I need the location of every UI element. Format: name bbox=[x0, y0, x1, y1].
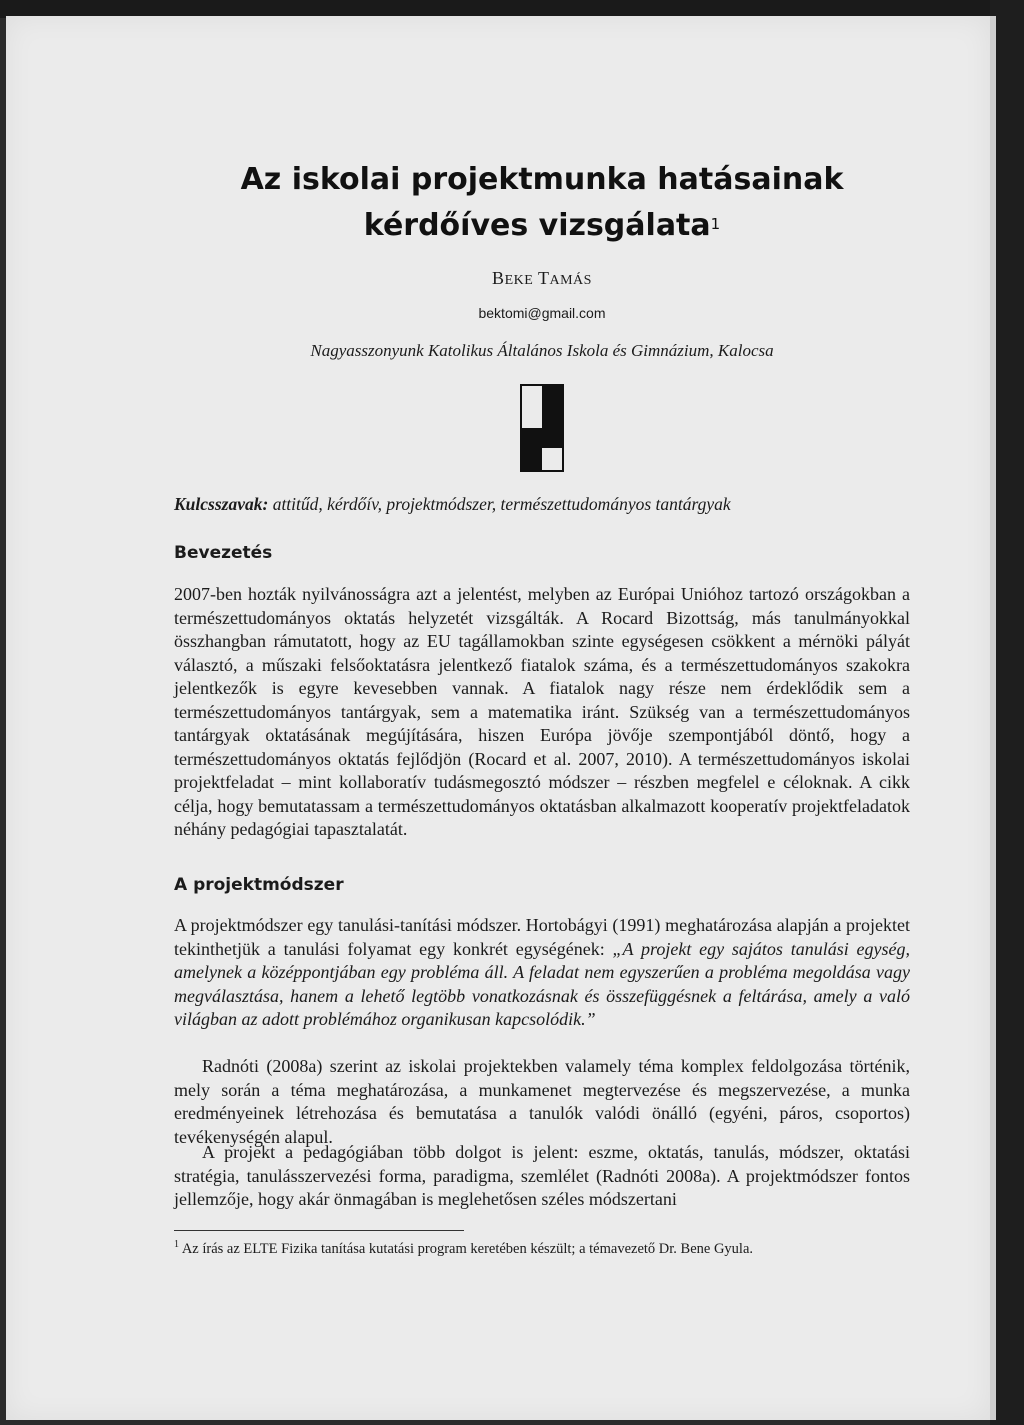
page bbox=[6, 16, 990, 1420]
author-name bbox=[174, 268, 910, 289]
hortobagyi-quote: „A projekt egy sajátos tanulási egység, amelynek a középpontjában egy probléma áll. A feladat nem egyszerűen a probléma megoldása vagy megválasztása, hanem a lehető legtöbb vonatkozásnak és összefüggésnek a feltárása, amely a való világban az adott problémához organikusan kapcsolódik.” bbox=[174, 938, 911, 1029]
title-footnote-mark: 1 bbox=[710, 215, 721, 233]
author-first-initial: B bbox=[492, 268, 505, 288]
article-title-line1: Az iskolai projektmunka hatásainak bbox=[240, 162, 844, 197]
footnote bbox=[174, 1239, 910, 1258]
title-text: kérdőíves vizsgálata bbox=[363, 208, 711, 243]
intro-paragraph: 2007-ben hozták nyilvánosságra azt a jelentést, melyben az Európai Unióhoz tartozó országokban a természettudományos oktatás helyzetét vizsgálták. A Rocard Bizottság, más tanulmányokkal összhangban rámutatott, hogy az EU tagállamokban szinte egységesen csökkent a mérnöki pályát választó, a műszaki felsőoktatásra jelentkező fiatalok száma, és a természettudományos szakokra jelentkezők is egyre kevesebben vannak. A fiatalok nagy része nem érdeklődik sem a természettudományos tantárgyak, sem a matematika iránt. Szükség van a természettudományos tantárgyak oktatásának megújítására, hiszen Európa jövője szempontjából döntő, hogy a természettudományos oktatás fejlődjön (Rocard et al. 2007, 2010). A természettudományos iskolai projektfeladat – mint kollaboratív tudásmegosztó módszer – részben megfelel e céloknak. A cikk célja, hogy bemutatassam a természettudományos oktatásban alkalmazott kooperatív projektfeladatok néhány pedagógiai tapasztalatát. bbox=[174, 584, 910, 839]
keywords-list: attitűd, kérdőív, projektmódszer, természettudományos tantárgyak bbox=[268, 494, 731, 514]
footnote-rule bbox=[174, 1230, 464, 1231]
journal-logo-icon bbox=[520, 384, 564, 472]
keywords-label: Kulcsszavak: bbox=[174, 494, 269, 514]
projektmodszer-text: A projektmódszer egy tanulási-tanítási módszer. Hortobágyi (1991) meghatározása alapján a projektet tekinthetjük a tanulási folyamat egy konkrét egységének: bbox=[174, 915, 910, 959]
section-heading-intro: Bevezetés bbox=[174, 543, 273, 563]
keywords bbox=[174, 490, 910, 518]
author-first-rest: EKE bbox=[504, 273, 534, 288]
projekt-paragraph: A projekt a pedagógiában több dolgot is jelent: eszme, oktatás, tanulás, módszer, oktatási stratégia, tanulásszervezési forma, paradigma, szemlélet (Radnóti 2008a). A projektmódszer fontos jellemzője, hogy akár önmagában is meglehetősen széles módszertani bbox=[174, 1142, 910, 1209]
footnote-text: Az írás az ELTE Fizika tanítása kutatási program keretében készült; a témavezető Dr. Bene Gyula. bbox=[179, 1240, 754, 1257]
page-edge bbox=[990, 16, 996, 1420]
author-email: bektomi@gmail.com bbox=[478, 305, 606, 321]
article-title-line2 bbox=[174, 206, 910, 246]
author-last-initial: T bbox=[537, 268, 550, 288]
author-affiliation: Nagyasszonyunk Katolikus Általános Iskola és Gimnázium, Kalocsa bbox=[310, 341, 774, 360]
footnote-mark: 1 bbox=[174, 1239, 179, 1250]
radnoti-paragraph: Radnóti (2008a) szerint az iskolai projektekben valamely téma komplex feldolgozása történik, mely során a téma meghatározása, a munkamenet megtervezése és megszervezése, a munka eredményeinek létrehozása és bemutatása a tanulók valódi önálló (egyéni, páros, csoportos) tevékenységén alapul. bbox=[174, 1056, 910, 1147]
section-heading-projektmodszer: A projektmódszer bbox=[174, 875, 344, 895]
projektmodszer-paragraph bbox=[174, 914, 910, 1032]
author-last-rest: AMÁS bbox=[549, 273, 592, 288]
